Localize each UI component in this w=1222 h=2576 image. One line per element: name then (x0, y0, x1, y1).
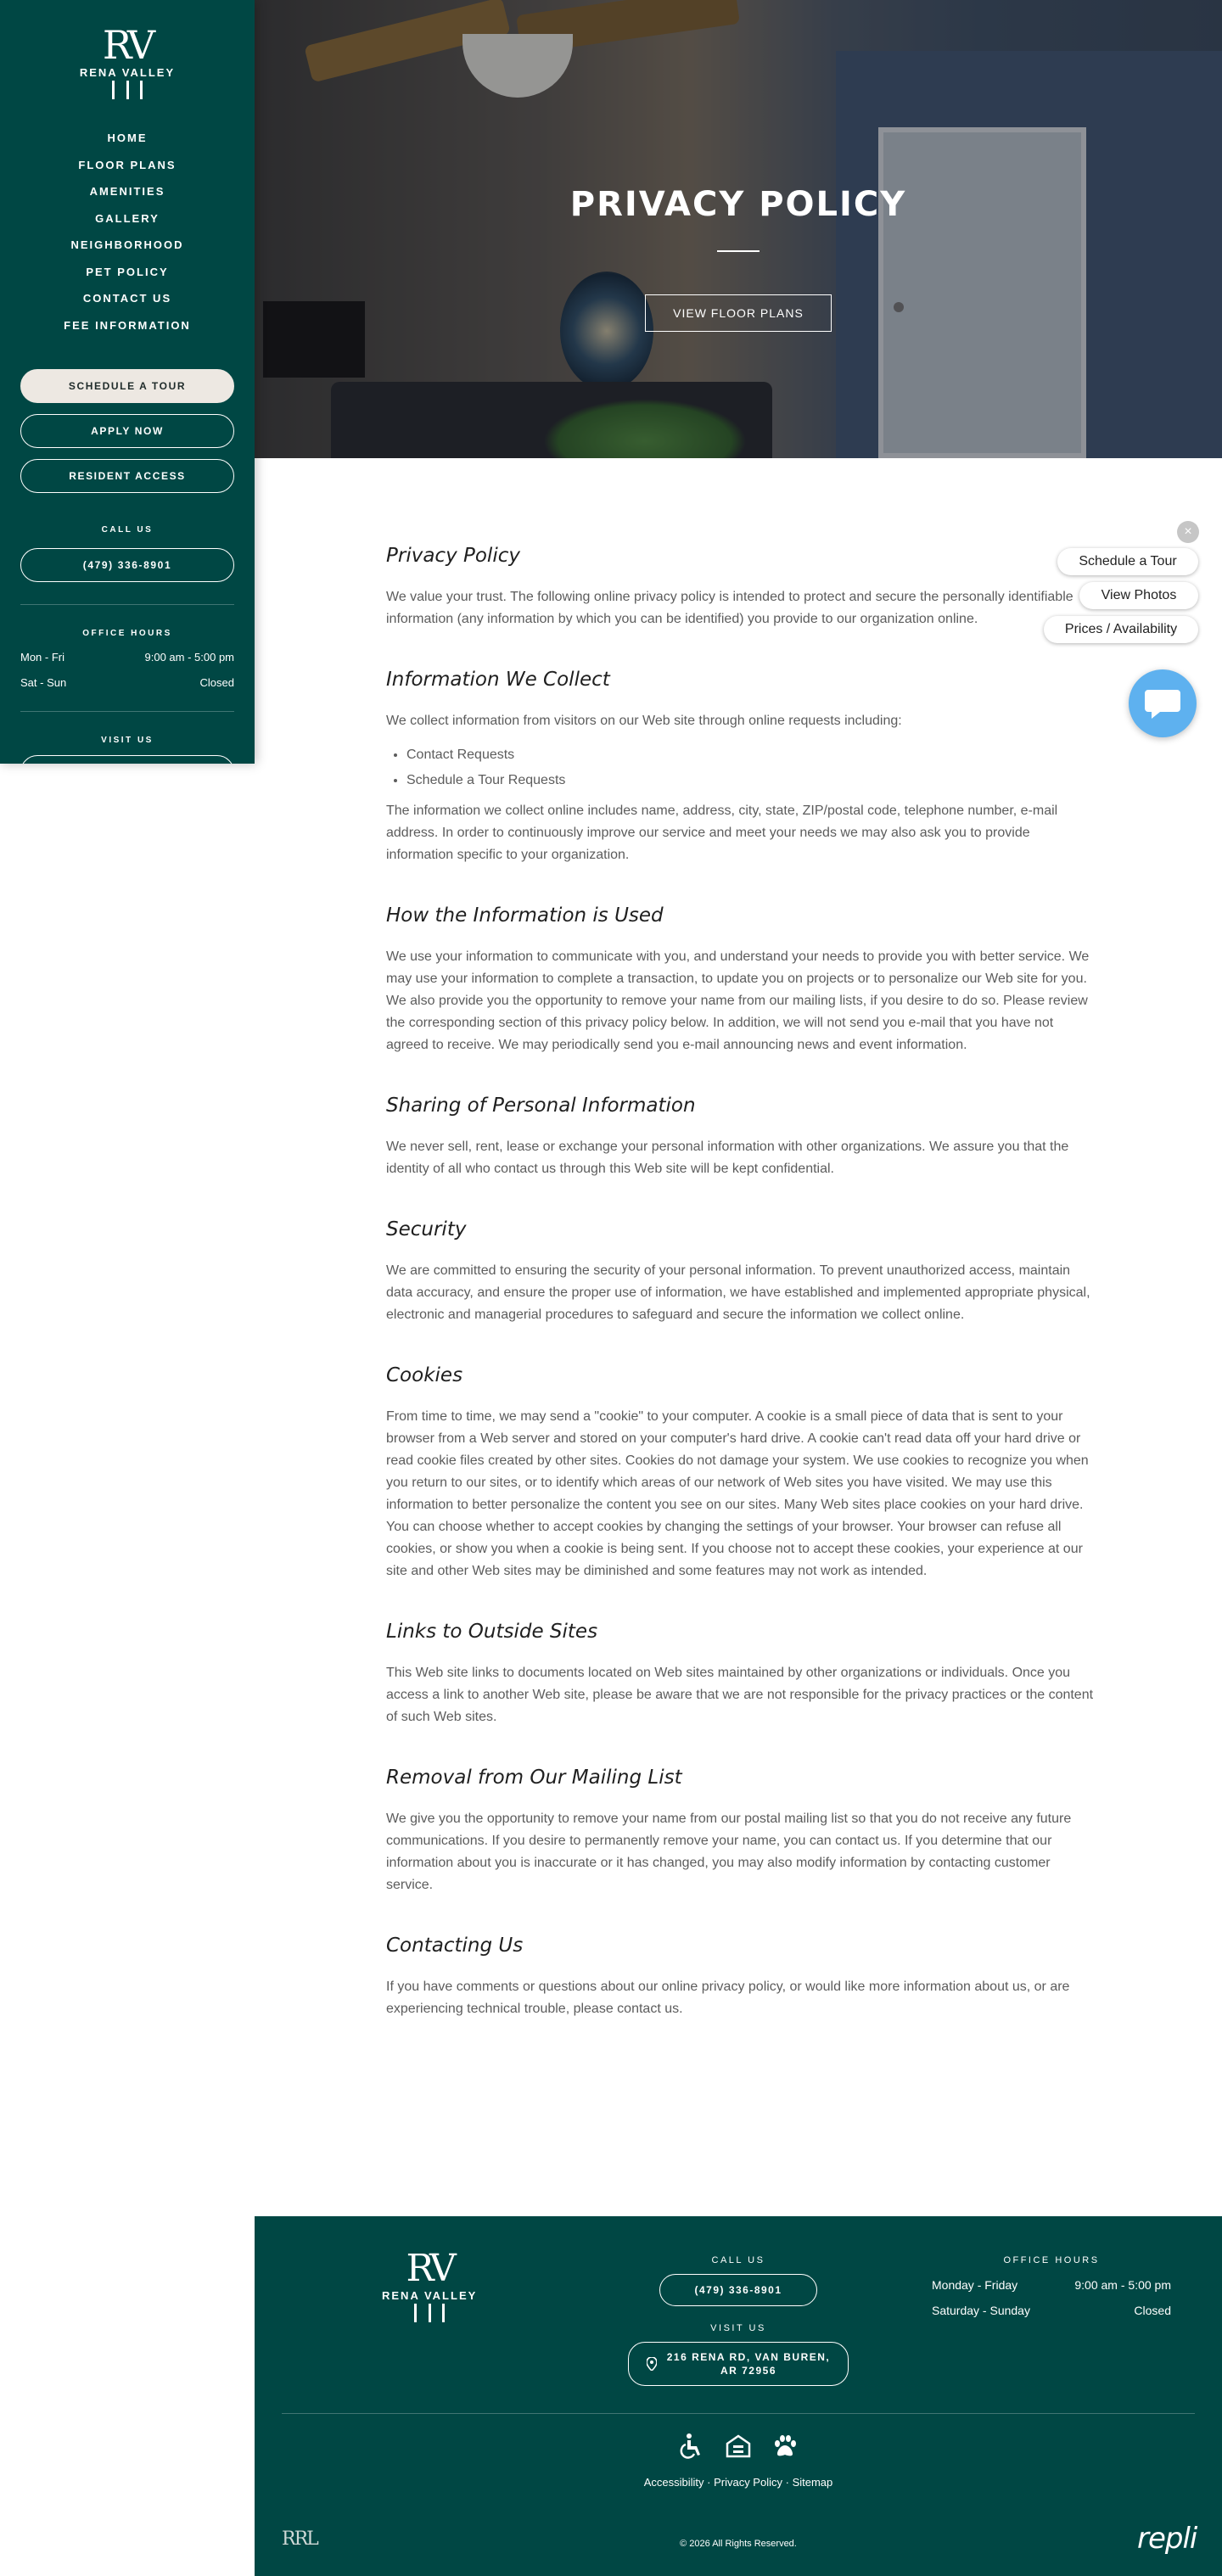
close-icon[interactable]: × (1177, 521, 1199, 543)
footer-links (255, 2476, 1222, 2489)
page-title: PRIVACY POLICY (569, 185, 907, 224)
site-footer (255, 2216, 1222, 2576)
section-heading: Information We Collect (386, 669, 610, 691)
sidebar-phone-button[interactable]: (479) 336-8901 (20, 548, 234, 582)
hours-time: Closed (199, 676, 234, 689)
section-contacting-us (386, 1927, 1095, 2020)
section-intro: We collect information from visitors on our Web site through online requests including: (386, 714, 902, 728)
footer-divider (282, 2413, 1195, 2414)
section-body: We never sell, rent, lease or exchange your personal information with other organizations. We assure you that the identity of all who contact us through this Web site will be kept confidential. (386, 1140, 1069, 1176)
float-prices-availability-button[interactable]: Prices / Availability (1044, 616, 1198, 643)
chat-widget-button[interactable] (1129, 669, 1197, 737)
copyright: © 2026 All Rights Reserved. (680, 2539, 797, 2549)
view-floor-plans-button[interactable]: VIEW FLOOR PLANS (645, 294, 832, 332)
nav-fee-information[interactable]: FEE INFORMATION (64, 318, 191, 332)
main-nav (0, 125, 255, 339)
section-heading: Links to Outside Sites (386, 1621, 598, 1643)
section-sharing (386, 1087, 1095, 1180)
paw-icon[interactable] (772, 2434, 798, 2458)
section-privacy-policy (386, 537, 1095, 630)
address-line: 216 RENA RD, VAN BUREN, (666, 2351, 831, 2363)
logo-legs (414, 2304, 445, 2322)
visit-us-label: VISIT US (101, 736, 154, 745)
chat-icon (1143, 686, 1182, 720)
footer-compliance-icons (679, 2433, 798, 2460)
section-body: We value your trust. The following online privacy policy is intended to protect and secure the personally identifiable information (any information by which you can be identified) you provide to our organization online. (386, 590, 1073, 626)
section-security (386, 1211, 1095, 1326)
office-hours-label: OFFICE HOURS (82, 629, 172, 638)
section-body: We are committed to ensuring the security of your personal information. To prevent unauthorized access, maintain data accuracy, and ensure the proper use of information, we have established and implemented appropriate physical, electronic and managerial procedures to safeguard and secure the information we collect online. (386, 1263, 1090, 1322)
footer-contact (628, 2255, 849, 2386)
title-underline (717, 250, 760, 252)
hours-row (932, 2272, 1171, 2298)
section-body: We give you the opportunity to remove your name from our postal mailing list so that you do not receive any future communications. If you desire to permanently remove your name, you can contact us. If you determine that our information about you is inaccurate or it has changed, you may also modify information by contacting customer service. (386, 1812, 1072, 1892)
hours-days: Monday - Friday (932, 2278, 1018, 2292)
hours-days: Saturday - Sunday (932, 2304, 1030, 2317)
section-information-we-collect (386, 661, 1095, 866)
hours-row (20, 670, 234, 696)
collect-list (406, 742, 1095, 793)
section-cookies (386, 1357, 1095, 1582)
section-heading: How the Information is Used (386, 904, 664, 927)
footer-visit-label: VISIT US (710, 2323, 766, 2333)
sidebar-cta-group (0, 369, 255, 493)
section-how-info-used (386, 897, 1095, 1056)
rrl-logo[interactable]: RRL (282, 2528, 317, 2550)
link-separator: · (785, 2476, 793, 2489)
footer-phone-button[interactable]: (479) 336-8901 (659, 2274, 817, 2306)
hours-time: 9:00 am - 5:00 pm (144, 651, 234, 664)
section-outside-links (386, 1613, 1095, 1728)
section-body: This Web site links to documents located on Web sites maintained by other organizations or individuals. Once you access a link to another Web site, please be aware that we are not responsible for the privacy practices or the content of such Web sites. (386, 1666, 1094, 1724)
hours-time: Closed (1134, 2304, 1171, 2317)
section-body: From time to time, we may send a "cookie" to your computer. A cookie is a small piece of data that is sent to your browser from a Web server and stored on your computer's hard drive. A cookie can't read data off your hard drive or read cookie files created by other sites. Cookies do not damage your system. We use cookies to recognize you when you return to our sites, or to identify which areas of our network of Web sites you have visited. We may use this information to better personalize the content you see on our sites. Many Web sites place cookies on your hard drive. You can choose whether to accept cookies by changing the settings of your browser. Your browser can refuse all cookies, or show you when a cookie is being sent. If you choose not to accept these cookies, your experience at our site and other Web sites may be diminished and some features may not work as intended. (386, 1409, 1089, 1578)
float-schedule-tour-button[interactable]: Schedule a Tour (1057, 548, 1198, 575)
hours-days: Sat - Sun (20, 676, 67, 689)
nav-contact-us[interactable]: CONTACT US (82, 292, 172, 305)
logo-mark: RV (102, 22, 153, 68)
nav-amenities[interactable]: AMENITIES (89, 185, 165, 198)
nav-pet-policy[interactable]: PET POLICY (86, 265, 169, 278)
section-heading: Cookies (386, 1364, 463, 1386)
list-item: • Schedule a Tour Requests (406, 768, 1095, 793)
logo-text: RENA VALLEY (382, 2289, 478, 2302)
hours-row (20, 645, 234, 670)
privacy-content (386, 537, 1095, 2051)
sidebar-address-button[interactable] (20, 755, 234, 764)
sidebar-divider (20, 604, 234, 605)
logo-text: RENA VALLEY (79, 66, 176, 79)
float-view-photos-button[interactable]: View Photos (1079, 582, 1198, 609)
footer-link-accessibility[interactable]: Accessibility (643, 2476, 704, 2489)
section-body: The information we collect online includes name, address, city, state, ZIP/postal code, telephone number, e-mail address. In order to continuously improve our service and meet your needs we may also ask you to provide information specific to your organization. (386, 804, 1058, 862)
sidebar-divider (20, 711, 234, 712)
link-separator: · (707, 2476, 715, 2489)
footer-link-privacy-policy[interactable]: Privacy Policy (714, 2476, 782, 2489)
nav-home[interactable]: HOME (107, 132, 148, 144)
hero-overlay (255, 0, 1222, 458)
call-us-label: CALL US (101, 525, 154, 535)
footer-office-hours (932, 2255, 1171, 2323)
accessibility-icon[interactable] (679, 2433, 704, 2460)
hero-banner (255, 0, 1222, 458)
footer-call-label: CALL US (711, 2255, 765, 2265)
section-body: We use your information to communicate with you, and understand your needs to provide you with better service. We may use your information to complete a transaction, to update you on projects or to personalize our Web site for you. We also provide you the opportunity to remove your name from our mailing lists, if you desire to do so. Please review the corresponding section of this privacy policy below. In addition, we will not send you e-mail that you have not agreed to receive. We may periodically send you e-mail announcing news and event information. (386, 949, 1090, 1052)
hours-row (932, 2298, 1171, 2323)
section-mailing-list (386, 1759, 1095, 1896)
sidebar (0, 0, 255, 764)
logo-legs (112, 81, 143, 99)
section-body: If you have comments or questions about our online privacy policy, or would like more information about us, or are experiencing technical trouble, please contact us. (386, 1980, 1070, 2016)
section-heading: Sharing of Personal Information (386, 1095, 696, 1117)
list-item: • Contact Requests (406, 742, 1095, 768)
nav-floor-plans[interactable]: FLOOR PLANS (78, 158, 177, 171)
equal-housing-icon[interactable] (726, 2434, 751, 2458)
nav-gallery[interactable]: GALLERY (95, 211, 160, 225)
section-heading: Privacy Policy (386, 545, 520, 567)
section-heading: Contacting Us (386, 1935, 524, 1957)
footer-hours-label: OFFICE HOURS (1003, 2255, 1100, 2265)
repli-logo[interactable]: repli (1137, 2522, 1197, 2556)
section-heading: Security (386, 1218, 467, 1240)
hours-days: Mon - Fri (20, 651, 64, 664)
footer-link-sitemap[interactable]: Sitemap (792, 2476, 833, 2489)
resident-access-button[interactable]: RESIDENT ACCESS (20, 459, 234, 493)
footer-logo[interactable] (382, 2247, 478, 2322)
nav-neighborhood[interactable]: NEIGHBORHOOD (70, 238, 184, 251)
sidebar-logo[interactable] (0, 0, 255, 99)
schedule-tour-button[interactable]: SCHEDULE A TOUR (20, 369, 234, 403)
address-text (667, 2350, 831, 2377)
map-pin-icon (647, 2357, 657, 2371)
section-heading: Removal from Our Mailing List (386, 1767, 682, 1789)
hours-time: 9:00 am - 5:00 pm (1074, 2278, 1171, 2292)
footer-address-button[interactable] (628, 2342, 849, 2386)
address-line: AR 72956 (720, 2365, 777, 2377)
apply-now-button[interactable]: APPLY NOW (20, 414, 234, 448)
logo-mark: RV (406, 2247, 453, 2290)
